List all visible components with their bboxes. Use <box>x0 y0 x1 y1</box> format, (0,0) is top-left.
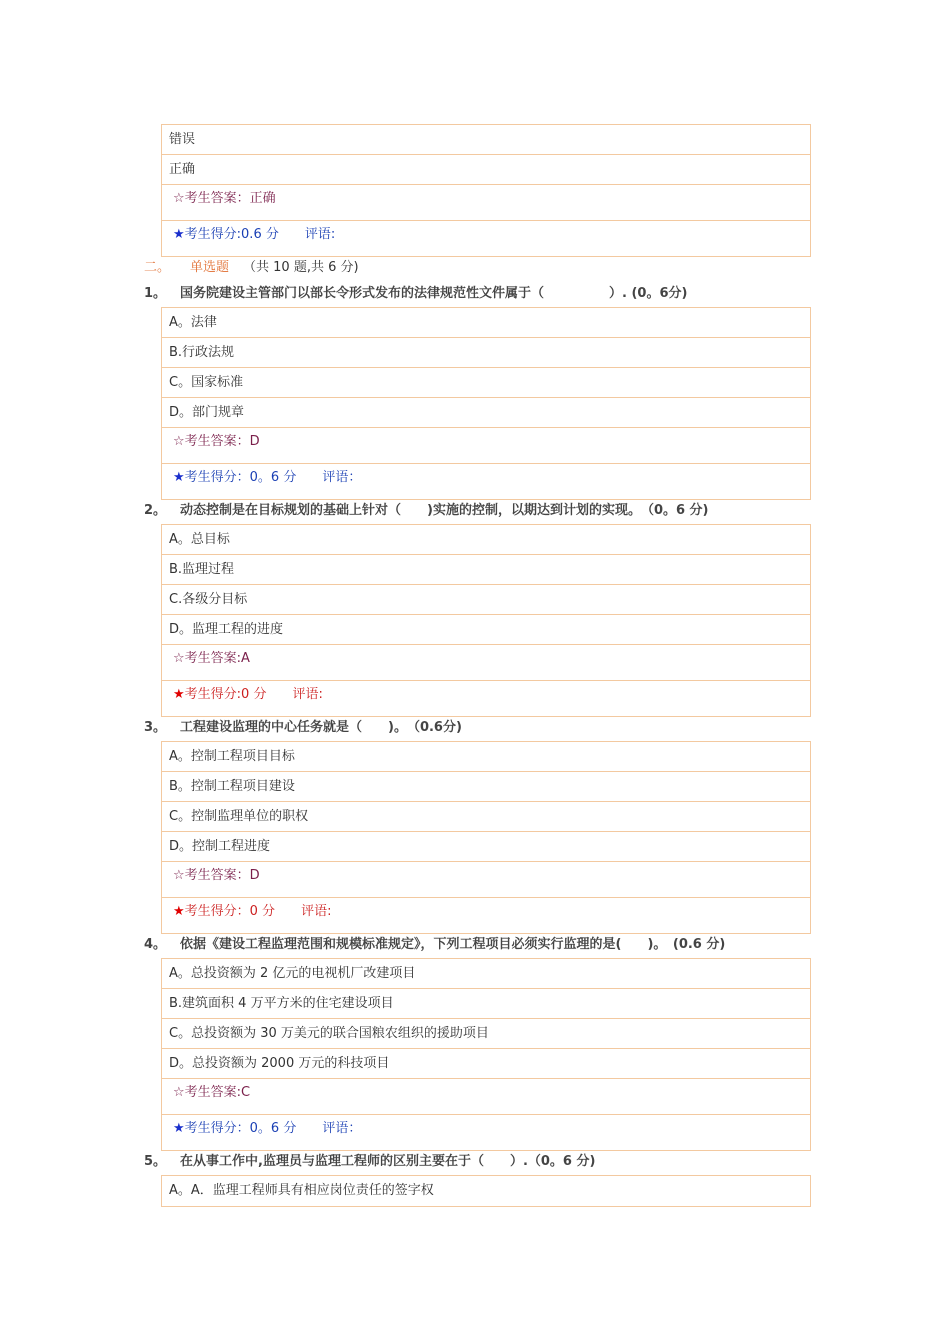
comment-label: 评语： <box>322 1121 362 1136</box>
star-icon: ★ <box>173 687 185 702</box>
question-number: 3。 <box>144 720 167 735</box>
score-row <box>162 898 810 933</box>
score-row <box>162 464 810 499</box>
question-block <box>161 958 811 1151</box>
question-block <box>161 524 811 717</box>
option-row[interactable]: D。监理工程的进度 <box>162 615 810 645</box>
option-row[interactable]: B.行政法规 <box>162 338 810 368</box>
option-row[interactable]: A。控制工程项目目标 <box>162 742 810 772</box>
section-number: 二。 <box>144 260 171 275</box>
question-block <box>161 1175 811 1207</box>
star-icon: ★ <box>173 904 185 919</box>
comment-label: 评语： <box>322 470 362 485</box>
score-text: 考生得分：0 分 <box>184 904 276 919</box>
option-row[interactable]: C.各级分目标 <box>162 585 810 615</box>
question-text: 国务院建设主管部门以部长令形式发布的法律规范性文件属于（ ）. (0。6分) <box>180 286 688 301</box>
option-row[interactable]: A。A．监理工程师具有相应岗位责任的签字权 <box>169 1183 434 1198</box>
star-icon: ★ <box>173 470 185 485</box>
question-text: 依据《建设工程监理范围和规模标准规定》，下列工程项目必须实行监理的是( )。 (0.6 分) <box>180 937 726 952</box>
score-row <box>162 221 810 256</box>
option-row[interactable]: D。部门规章 <box>162 398 810 428</box>
question-number: 4。 <box>144 937 167 952</box>
question-text: 工程建设监理的中心任务就是（ )。 （0.6分) <box>180 720 462 735</box>
question-line <box>144 501 709 521</box>
question-number: 2。 <box>144 503 167 518</box>
question-block <box>161 307 811 500</box>
comment-label: 评语: <box>304 227 336 242</box>
section-meta: （共 10 题,共 6 分) <box>243 260 359 275</box>
score-text: 考生得分：0。6 分 <box>184 1121 297 1136</box>
score-text: 考生得分:0.6 分 <box>184 227 279 242</box>
option-row[interactable]: D。总投资额为 2000 万元的科技项目 <box>162 1049 810 1079</box>
question-block-previous <box>161 124 811 257</box>
star-icon: ★ <box>173 227 185 242</box>
option-row[interactable]: A。总投资额为 2 亿元的电视机厂改建项目 <box>162 959 810 989</box>
comment-label: 评语: <box>292 687 323 702</box>
student-answer: ☆考生答案：D <box>162 862 810 898</box>
question-block <box>161 741 811 934</box>
question-text: 在从事工作中,监理员与监理工程师的区别主要在于（ ）.（0。6 分) <box>180 1154 596 1169</box>
option-row[interactable]: D。控制工程进度 <box>162 832 810 862</box>
score-row <box>162 681 810 716</box>
option-row[interactable]: A。总目标 <box>162 525 810 555</box>
option-row[interactable]: B.建筑面积 4 万平方米的住宅建设项目 <box>162 989 810 1019</box>
question-line <box>144 718 462 738</box>
option-row[interactable]: C。国家标准 <box>162 368 810 398</box>
question-number: 5。 <box>144 1154 167 1169</box>
star-icon: ★ <box>173 1121 185 1136</box>
student-answer: ☆考生答案:C <box>162 1079 810 1115</box>
question-line <box>144 1152 595 1172</box>
option-row[interactable]: 错误 <box>162 125 810 155</box>
option-row[interactable]: C。控制监理单位的职权 <box>162 802 810 832</box>
option-row[interactable]: B.监理过程 <box>162 555 810 585</box>
score-row <box>162 1115 810 1150</box>
section-title: 单选题 <box>190 260 230 275</box>
score-text: 考生得分:0 分 <box>184 687 267 702</box>
section-heading <box>144 258 359 278</box>
option-row[interactable]: 正确 <box>162 155 810 185</box>
question-line <box>144 935 725 955</box>
question-text: 动态控制是在目标规划的基础上针对（ )实施的控制，以期达到计划的实现。 （0。6 分) <box>180 503 709 518</box>
question-number: 1。 <box>144 286 167 301</box>
question-line <box>144 284 687 304</box>
student-answer: ☆考生答案:A <box>162 645 810 681</box>
score-text: 考生得分：0。6 分 <box>184 470 297 485</box>
student-answer: ☆考生答案：D <box>162 428 810 464</box>
option-row[interactable]: A。法律 <box>162 308 810 338</box>
option-row[interactable]: B。控制工程项目建设 <box>162 772 810 802</box>
option-row[interactable]: C。总投资额为 30 万美元的联合国粮农组织的援助项目 <box>162 1019 810 1049</box>
comment-label: 评语: <box>301 904 332 919</box>
student-answer: ☆考生答案：正确 <box>162 185 810 221</box>
